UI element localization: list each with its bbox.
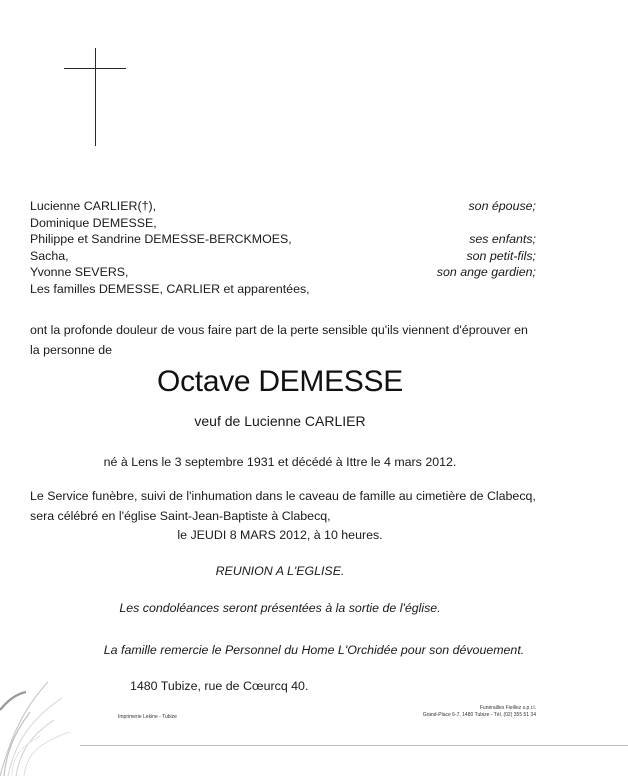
intro-line: ont la profonde douleur de vous faire part de la perte sensible qu'ils viennent d'éprouver en [30, 323, 528, 337]
widow-of: veuf de Lucienne CARLIER [194, 413, 366, 429]
family-row [30, 264, 536, 281]
funeral-home-credit [423, 705, 536, 719]
family-address: 1480 Tubize, rue de Cœurcq 40. [130, 679, 309, 693]
thanks-notice: La famille remercie le Personnel du Home L'Orchidée pour son dévouement. [103, 643, 525, 657]
cross-horizontal-bar [64, 68, 126, 69]
deceased-name: Octave DEMESSE [157, 365, 403, 398]
family-name: Yvonne SEVERS, [30, 265, 129, 280]
funeral-home-address: Grand-Place 6-7, 1480 Tubize - Tél. (02) 355 51 34 [422, 712, 536, 718]
family-list [30, 198, 536, 298]
grass-decoration-icon [0, 640, 90, 776]
bottom-divider [80, 745, 628, 746]
condolences-notice: Les condoléances seront présentées à la sortie de l'église. [119, 601, 441, 615]
family-role: ses enfants; [469, 232, 536, 247]
service-line: sera célébré en l'église Saint-Jean-Baptiste à Clabecq, [30, 509, 331, 523]
family-name: Philippe et Sandrine DEMESSE-BERCKMOES, [30, 232, 292, 247]
funeral-service-text [30, 486, 550, 526]
family-role: son ange gardien; [436, 265, 536, 280]
family-name: Dominique DEMESSE, [30, 215, 157, 230]
family-row [30, 281, 536, 298]
family-role: son épouse; [468, 199, 536, 213]
service-date: le JEUDI 8 MARS 2012, à 10 heures. [177, 528, 383, 542]
born-died-line: né à Lens le 3 septembre 1931 et décédé à Ittre le 4 mars 2012. [103, 455, 457, 469]
cross-icon [64, 48, 126, 146]
reunion-notice: REUNION A L'EGLISE. [215, 564, 345, 578]
family-row [30, 231, 536, 248]
family-row [30, 248, 536, 265]
announcement-intro [30, 320, 536, 360]
family-name: Les familles DEMESSE, CARLIER et apparentées, [30, 281, 310, 296]
funeral-home-name: Funérailles Fieillez s.p.r.l. [479, 705, 536, 711]
family-role: son petit-fils; [466, 248, 536, 263]
service-line: Le Service funèbre, suivi de l'inhumation dans le caveau de famille au cimetière de Clabecq, [30, 489, 536, 503]
printer-credit: Imprimerie Lekine - Tubize [118, 714, 177, 720]
family-row [30, 215, 536, 232]
family-name: Lucienne CARLIER(†), [30, 199, 157, 213]
intro-line: la personne de [30, 343, 112, 357]
family-name: Sacha, [30, 248, 69, 263]
family-row [30, 198, 536, 215]
cross-vertical-bar [95, 48, 96, 146]
